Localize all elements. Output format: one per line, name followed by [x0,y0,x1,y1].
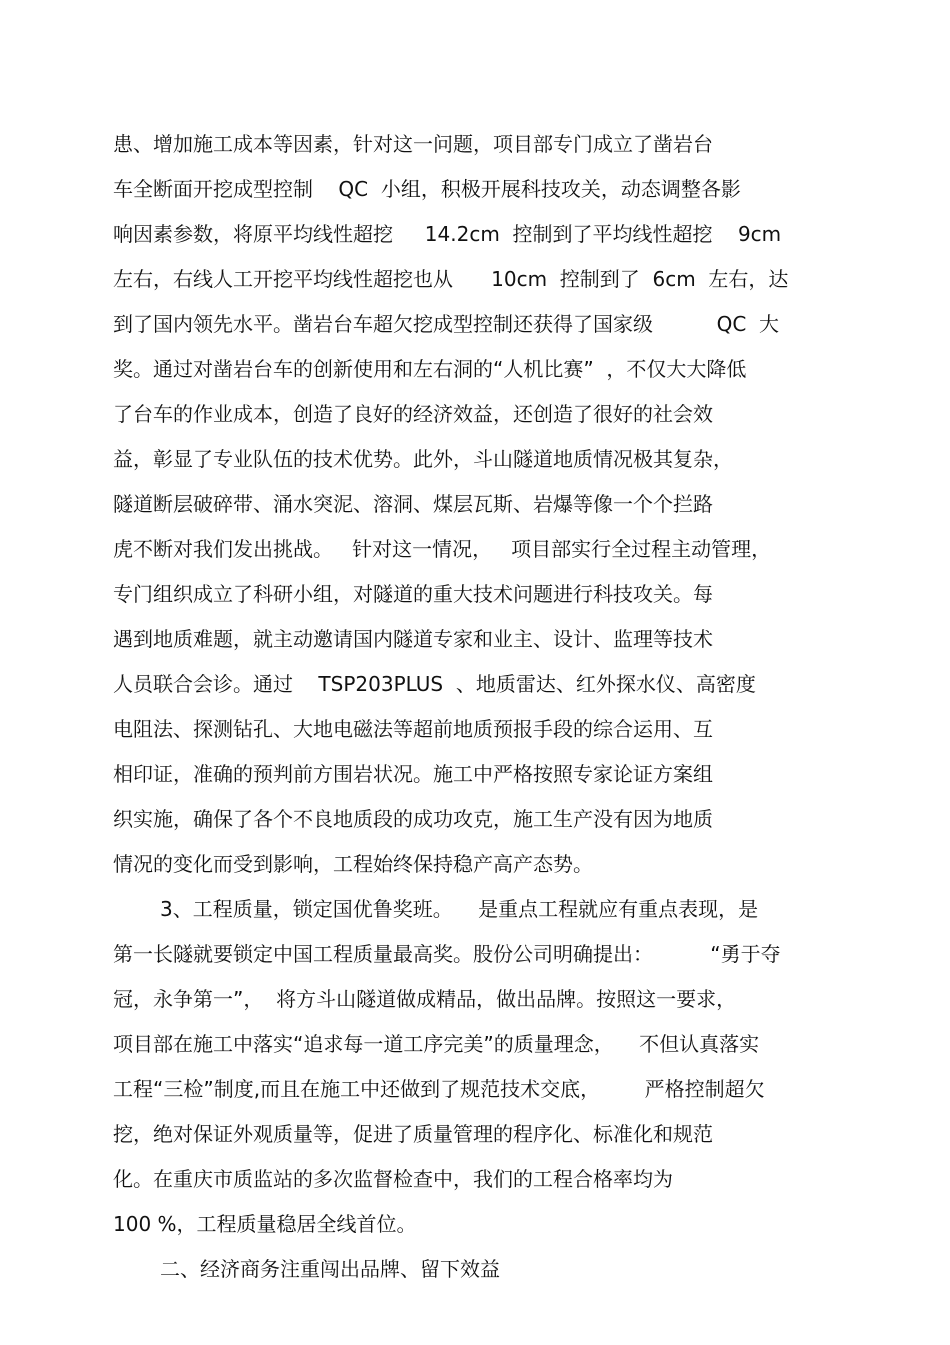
paragraph-line: 项目部在施工中落实“追求每一道工序完美”的质量理念， 不但认真落实 [113,1032,760,1056]
paragraph-line: 电阻法、探测钻孔、大地电磁法等超前地质预报手段的综合运用、互 [113,717,713,741]
paragraph-line: 冠，永争第一”， 将方斗山隧道做成精品，做出品牌。按照这一要求， [113,987,737,1011]
paragraph-line: 车全断面开挖成型控制 QC 小组，积极开展科技攻关，动态调整各影 [113,177,741,201]
paragraph-line: 第一长隧就要锁定中国工程质量最高奖。股份公司明确提出： “勇于夺 [113,942,781,966]
paragraph-line: 相印证，准确的预判前方围岩状况。施工中严格按照专家论证方案组 [113,762,713,786]
paragraph-line: 奖。通过对凿岩台车的创新使用和左右洞的“人机比赛” ，不仅大大降低 [113,357,747,381]
paragraph-line: 化。在重庆市质监站的多次监督检查中，我们的工程合格率均为 [113,1167,673,1191]
paragraph-line: 遇到地质难题，就主动邀请国内隧道专家和业主、设计、监理等技术 [113,627,713,651]
paragraph-line: 了台车的作业成本，创造了良好的经济效益，还创造了很好的社会效 [113,402,713,426]
paragraph-line: 患、增加施工成本等因素，针对这一问题，项目部专门成立了凿岩台 [113,132,713,156]
paragraph-line: 100 %，工程质量稳居全线首位。 [113,1212,417,1236]
paragraph-line: 隧道断层破碎带、涌水突泥、溶洞、煤层瓦斯、岩爆等像一个个拦路 [113,492,713,516]
section-heading-line: 3、工程质量，锁定国优鲁奖班。 是重点工程就应有重点表现，是 [160,897,759,921]
paragraph-line: 响因素参数，将原平均线性超挖 14.2cm 控制到了平均线性超挖 9cm [113,222,782,246]
section-heading: 二、经济商务注重闯出品牌、留下效益 [160,1257,500,1281]
paragraph-line: 虎不断对我们发出挑战。 针对这一情况， 项目部实行全过程主动管理， [113,537,772,561]
paragraph-line: 情况的变化而受到影响，工程始终保持稳产高产态势。 [113,852,593,876]
paragraph-line: 织实施，确保了各个不良地质段的成功攻克，施工生产没有因为地质 [113,807,713,831]
paragraph-line: 左右，右线人工开挖平均线性超挖也从 10cm 控制到了 6cm 左右，达 [113,267,789,291]
paragraph-line: 专门组织成立了科研小组，对隧道的重大技术问题进行科技攻关。每 [113,582,713,606]
paragraph-line: 益，彰显了专业队伍的技术优势。此外，斗山隧道地质情况极其复杂， [113,447,733,471]
paragraph-line: 到了国内领先水平。凿岩台车超欠挖成型控制还获得了国家级 QC 大 [113,312,779,336]
paragraph-line: 工程“三检”制度,而且在施工中还做到了规范技术交底， 严格控制超欠 [113,1077,765,1101]
paragraph-line: 人员联合会诊。通过 TSP203PLUS 、地质雷达、红外探水仪、高密度 [113,672,756,696]
paragraph-line: 挖，绝对保证外观质量等，促进了质量管理的程序化、标准化和规范 [113,1122,713,1146]
